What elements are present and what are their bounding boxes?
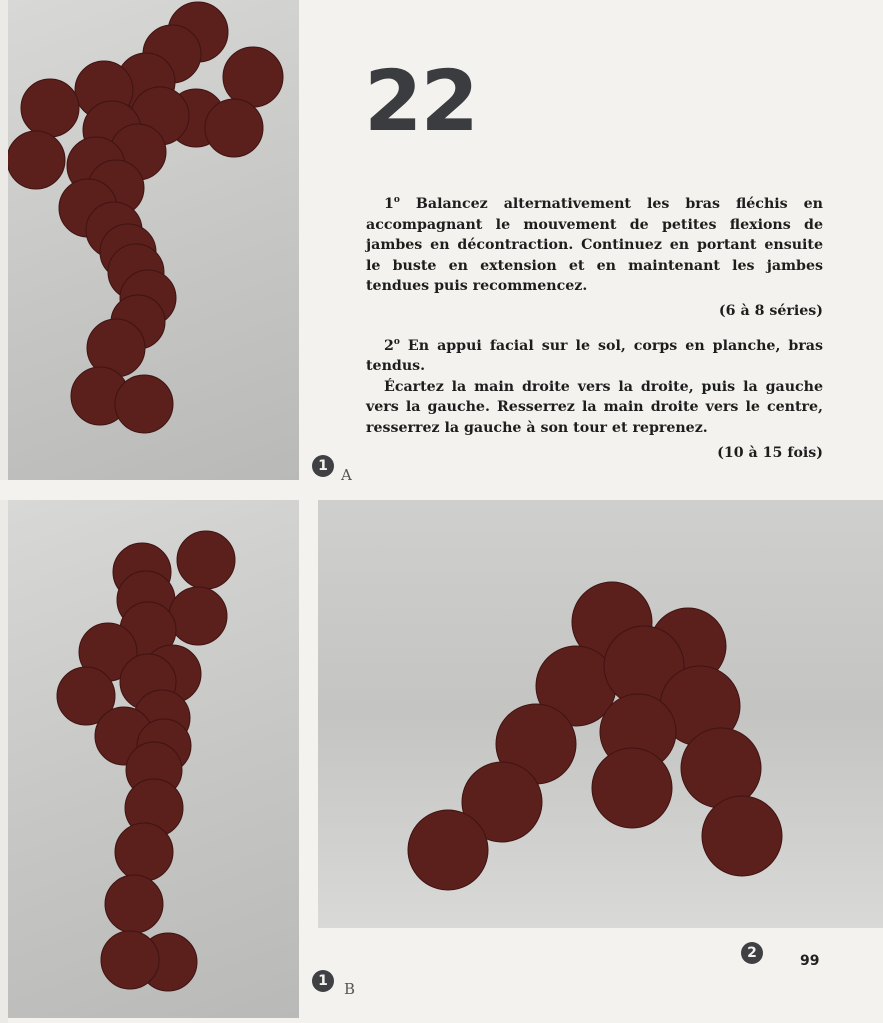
page-number: 99 bbox=[800, 953, 820, 969]
disc bbox=[8, 131, 65, 189]
disc bbox=[702, 796, 782, 876]
paragraph-3-reps: (10 à 15 fois) bbox=[717, 444, 823, 461]
disc bbox=[21, 79, 79, 137]
figure-1b-number-badge: 1 bbox=[312, 970, 334, 992]
disc bbox=[223, 47, 283, 107]
ordinal-2-sup: o bbox=[393, 336, 400, 347]
figure-2-number-badge: 2 bbox=[741, 942, 763, 964]
figure-1a-letter: A bbox=[341, 466, 352, 484]
paragraph-3: Écartez la main droite vers la droite, puis la gauche vers la gauche. Resserrez la main droite vers le centre, resserrez la gauche à son tour et reprenez. bbox=[366, 378, 823, 436]
disc bbox=[105, 875, 163, 933]
figure-2-photo bbox=[318, 500, 883, 928]
figure-1b-discs bbox=[8, 500, 299, 1018]
disc bbox=[177, 531, 235, 589]
ordinal-1: 1 bbox=[384, 196, 394, 212]
disc bbox=[101, 931, 159, 989]
exercise-number: 22 bbox=[364, 52, 477, 150]
disc bbox=[681, 728, 761, 808]
exercise-text bbox=[366, 190, 823, 463]
disc bbox=[592, 748, 672, 828]
figure-1a-discs bbox=[8, 0, 299, 480]
ordinal-2: 2 bbox=[384, 337, 394, 354]
page-edge bbox=[0, 0, 8, 1023]
disc bbox=[205, 99, 263, 157]
ordinal-1-sup: o bbox=[393, 195, 400, 205]
disc bbox=[115, 375, 173, 433]
paragraph-1 bbox=[366, 190, 823, 297]
paragraph-1-reps: (6 à 8 séries) bbox=[718, 302, 823, 319]
divider bbox=[0, 480, 883, 500]
figure-1a-photo bbox=[8, 0, 299, 480]
disc bbox=[169, 587, 227, 645]
figure-2-discs bbox=[318, 500, 883, 928]
paragraph-1-text: Balancez alternativement les bras fléchis en accompagnant le mouvement de petites flexions de jambes en décontraction. Continuez en portant ensuite le buste en extension et en maintenant les jambes tendues puis recommencez. bbox=[366, 196, 823, 295]
paragraph-2 bbox=[366, 332, 823, 377]
disc bbox=[115, 823, 173, 881]
figure-1b-photo bbox=[8, 500, 299, 1018]
paragraph-2-text: En appui facial sur le sol, corps en planche, bras tendus. bbox=[366, 337, 823, 375]
figure-1b-letter: B bbox=[344, 980, 356, 998]
figure-1a-number-badge: 1 bbox=[312, 455, 334, 477]
disc bbox=[408, 810, 488, 890]
